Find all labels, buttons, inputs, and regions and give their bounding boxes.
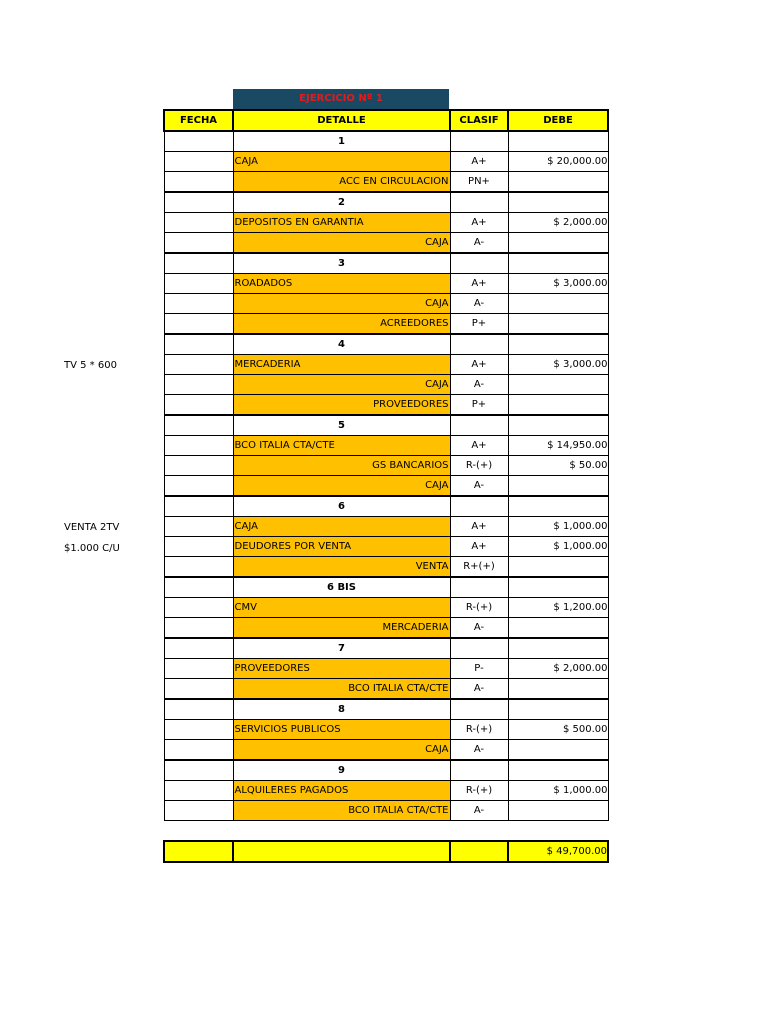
clasif-cell[interactable]: R-(+) [450,598,508,618]
clasif-cell[interactable] [450,131,508,152]
entry-number[interactable]: 5 [233,415,450,436]
debe-cell[interactable] [508,415,608,436]
clasif-cell[interactable]: A- [450,476,508,497]
clasif-cell[interactable]: P+ [450,314,508,335]
debe-cell[interactable] [508,760,608,781]
clasif-cell[interactable]: A+ [450,537,508,557]
journal-row [164,618,608,639]
entry-number-row [164,699,608,720]
fecha-cell[interactable] [164,659,233,679]
total-fecha-cell[interactable] [164,841,233,862]
detalle-cell[interactable]: CAJA [233,233,450,254]
fecha-cell[interactable] [164,537,233,557]
fecha-cell[interactable] [164,172,233,193]
debe-cell[interactable] [508,557,608,578]
total-detalle-cell[interactable] [233,841,450,862]
fecha-cell[interactable] [164,638,233,659]
journal-table [163,109,609,821]
clasif-cell[interactable] [450,415,508,436]
fecha-cell[interactable] [164,760,233,781]
entry-number[interactable]: 7 [233,638,450,659]
detalle-cell[interactable]: CAJA [233,294,450,314]
debe-cell[interactable]: $ 3,000.00 [508,274,608,294]
detalle-cell[interactable]: CAJA [233,375,450,395]
clasif-cell[interactable]: A+ [450,213,508,233]
debe-cell[interactable] [508,699,608,720]
note-price[interactable]: $1.000 C/U [64,543,120,554]
journal-row [164,395,608,416]
debe-cell[interactable]: $ 1,000.00 [508,781,608,801]
note-tv[interactable]: TV 5 * 600 [64,360,117,371]
debe-cell[interactable]: $ 2,000.00 [508,213,608,233]
journal-row [164,720,608,740]
debe-cell[interactable] [508,253,608,274]
journal-row [164,233,608,254]
fecha-cell[interactable] [164,577,233,598]
debe-cell[interactable] [508,233,608,254]
detalle-cell[interactable]: MERCADERIA [233,355,450,375]
entry-number[interactable]: 6 BIS [233,577,450,598]
journal-row [164,355,608,375]
clasif-cell[interactable]: P- [450,659,508,679]
clasif-cell[interactable]: A+ [450,355,508,375]
fecha-cell[interactable] [164,314,233,335]
detalle-cell[interactable]: BCO ITALIA CTA/CTE [233,801,450,821]
clasif-cell[interactable]: A- [450,679,508,700]
fecha-cell[interactable] [164,294,233,314]
clasif-cell[interactable] [450,253,508,274]
fecha-cell[interactable] [164,375,233,395]
entry-number-row [164,253,608,274]
fecha-cell[interactable] [164,557,233,578]
exercise-title[interactable]: EJERCICIO Nº 1 [233,89,449,109]
clasif-cell[interactable]: A+ [450,436,508,456]
debe-cell[interactable] [508,294,608,314]
fecha-cell[interactable] [164,233,233,254]
journal-row [164,598,608,618]
clasif-cell[interactable] [450,699,508,720]
detalle-cell[interactable]: DEUDORES POR VENTA [233,537,450,557]
clasif-cell[interactable] [450,496,508,517]
entry-number[interactable]: 1 [233,131,450,152]
debe-cell[interactable]: $ 3,000.00 [508,355,608,375]
fecha-cell[interactable] [164,415,233,436]
fecha-cell[interactable] [164,720,233,740]
journal-row [164,213,608,233]
detalle-cell[interactable]: PROVEEDORES [233,395,450,416]
debe-cell[interactable] [508,638,608,659]
journal-row [164,456,608,476]
fecha-cell[interactable] [164,131,233,152]
fecha-cell[interactable] [164,192,233,213]
header-debe[interactable]: DEBE [508,110,608,131]
debe-cell[interactable] [508,618,608,639]
journal-row [164,476,608,497]
fecha-cell[interactable] [164,334,233,355]
clasif-cell[interactable]: P+ [450,395,508,416]
clasif-cell[interactable] [450,192,508,213]
debe-cell[interactable] [508,476,608,497]
journal-row [164,517,608,537]
debe-cell[interactable] [508,496,608,517]
journal-row [164,659,608,679]
clasif-cell[interactable] [450,334,508,355]
note-venta[interactable]: VENTA 2TV [64,522,120,533]
journal-row [164,375,608,395]
detalle-cell[interactable]: ACC EN CIRCULACION [233,172,450,193]
fecha-cell[interactable] [164,781,233,801]
header-fecha[interactable]: FECHA [164,110,233,131]
debe-cell[interactable] [508,577,608,598]
journal-row [164,801,608,821]
detalle-cell[interactable]: ALQUILERES PAGADOS [233,781,450,801]
debe-cell[interactable] [508,375,608,395]
detalle-cell[interactable]: CMV [233,598,450,618]
entry-number[interactable]: 6 [233,496,450,517]
fecha-cell[interactable] [164,395,233,416]
debe-cell[interactable]: $ 20,000.00 [508,152,608,172]
clasif-cell[interactable]: A- [450,801,508,821]
clasif-cell[interactable]: A- [450,294,508,314]
debe-cell[interactable] [508,131,608,152]
detalle-cell[interactable]: CAJA [233,517,450,537]
entry-number[interactable]: 3 [233,253,450,274]
detalle-cell[interactable]: SERVICIOS PUBLICOS [233,720,450,740]
fecha-cell[interactable] [164,740,233,761]
journal-row [164,537,608,557]
detalle-cell[interactable]: PROVEEDORES [233,659,450,679]
entry-number-row [164,415,608,436]
clasif-cell[interactable] [450,760,508,781]
detalle-cell[interactable]: GS BANCARIOS [233,456,450,476]
journal-row [164,436,608,456]
fecha-cell[interactable] [164,618,233,639]
total-clasif-cell[interactable] [450,841,508,862]
clasif-cell[interactable]: A- [450,375,508,395]
debe-cell[interactable]: $ 1,000.00 [508,537,608,557]
journal-row [164,557,608,578]
fecha-cell[interactable] [164,517,233,537]
entry-number[interactable]: 4 [233,334,450,355]
fecha-cell[interactable] [164,598,233,618]
header-clasif[interactable]: CLASIF [450,110,508,131]
fecha-cell[interactable] [164,355,233,375]
entry-number[interactable]: 8 [233,699,450,720]
detalle-cell[interactable]: MERCADERIA [233,618,450,639]
entry-number-row [164,334,608,355]
clasif-cell[interactable]: A- [450,618,508,639]
clasif-cell[interactable]: A- [450,233,508,254]
journal-row [164,314,608,335]
debe-cell[interactable] [508,801,608,821]
clasif-cell[interactable]: A+ [450,152,508,172]
header-row [164,110,608,131]
fecha-cell[interactable] [164,253,233,274]
detalle-cell[interactable]: ROADADOS [233,274,450,294]
entry-number-row [164,192,608,213]
debe-cell[interactable] [508,334,608,355]
clasif-cell[interactable]: A+ [450,517,508,537]
entry-number-row [164,131,608,152]
debe-cell[interactable]: $ 500.00 [508,720,608,740]
entry-number-row [164,577,608,598]
clasif-cell[interactable]: R-(+) [450,720,508,740]
journal-row [164,781,608,801]
total-row [163,840,609,863]
clasif-cell[interactable]: PN+ [450,172,508,193]
detalle-cell[interactable]: DEPOSITOS EN GARANTIA [233,213,450,233]
detalle-cell[interactable]: BCO ITALIA CTA/CTE [233,679,450,700]
fecha-cell[interactable] [164,274,233,294]
detalle-cell[interactable]: VENTA [233,557,450,578]
debe-cell[interactable] [508,192,608,213]
debe-cell[interactable]: $ 1,200.00 [508,598,608,618]
debe-cell[interactable]: $ 2,000.00 [508,659,608,679]
clasif-cell[interactable]: A+ [450,274,508,294]
fecha-cell[interactable] [164,436,233,456]
journal-row [164,740,608,761]
entry-number[interactable]: 2 [233,192,450,213]
journal-row [164,679,608,700]
debe-cell[interactable] [508,395,608,416]
total-amount[interactable]: $ 49,700.00 [508,841,608,862]
debe-cell[interactable] [508,172,608,193]
debe-cell[interactable] [508,314,608,335]
detalle-cell[interactable]: CAJA [233,740,450,761]
entry-number[interactable]: 9 [233,760,450,781]
entry-number-row [164,638,608,659]
journal-row [164,172,608,193]
debe-cell[interactable]: $ 14,950.00 [508,436,608,456]
fecha-cell[interactable] [164,213,233,233]
fecha-cell[interactable] [164,476,233,497]
fecha-cell[interactable] [164,699,233,720]
header-detalle[interactable]: DETALLE [233,110,450,131]
detalle-cell[interactable]: BCO ITALIA CTA/CTE [233,436,450,456]
debe-cell[interactable]: $ 1,000.00 [508,517,608,537]
clasif-cell[interactable]: R+(+) [450,557,508,578]
detalle-cell[interactable]: ACREEDORES [233,314,450,335]
fecha-cell[interactable] [164,801,233,821]
fecha-cell[interactable] [164,152,233,172]
detalle-cell[interactable]: CAJA [233,476,450,497]
journal-row [164,152,608,172]
fecha-cell[interactable] [164,456,233,476]
fecha-cell[interactable] [164,679,233,700]
debe-cell[interactable] [508,679,608,700]
debe-cell[interactable] [508,740,608,761]
debe-cell[interactable]: $ 50.00 [508,456,608,476]
journal-row [164,294,608,314]
clasif-cell[interactable]: R-(+) [450,456,508,476]
entry-number-row [164,496,608,517]
detalle-cell[interactable]: CAJA [233,152,450,172]
clasif-cell[interactable]: R-(+) [450,781,508,801]
entry-number-row [164,760,608,781]
journal-row [164,274,608,294]
clasif-cell[interactable] [450,638,508,659]
clasif-cell[interactable]: A- [450,740,508,761]
clasif-cell[interactable] [450,577,508,598]
fecha-cell[interactable] [164,496,233,517]
